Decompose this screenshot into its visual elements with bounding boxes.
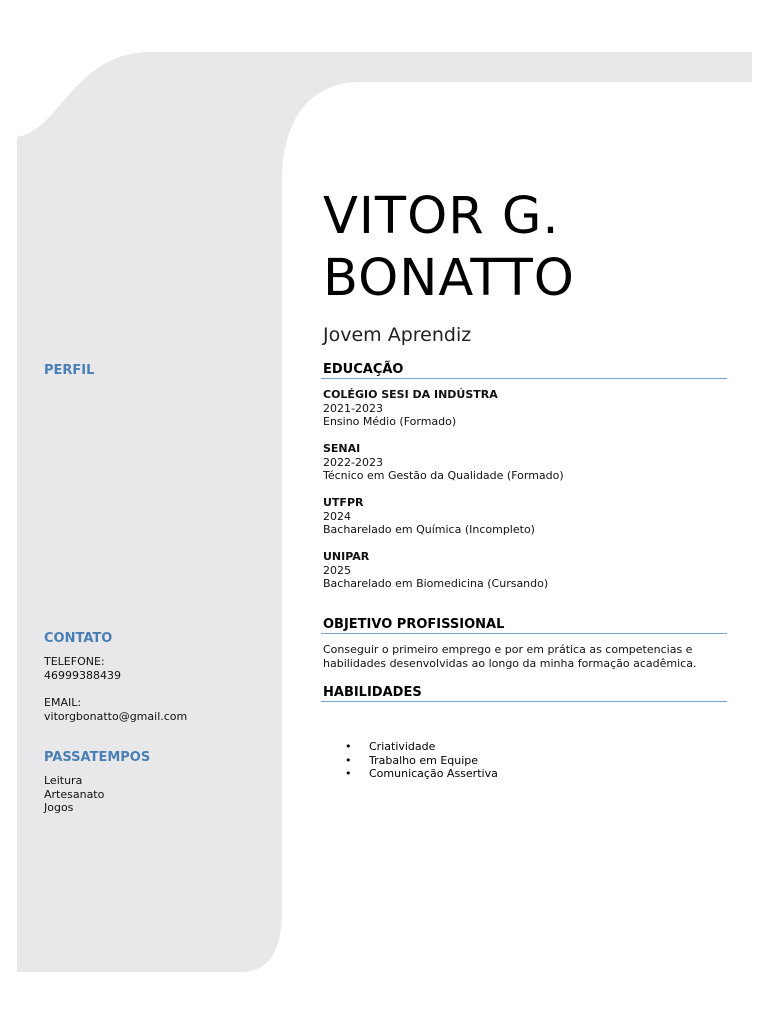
skill-item: • Trabalho em Equipe [323, 754, 498, 768]
name-line-2: BONATTO [323, 249, 575, 308]
hobby-item: Leitura [44, 774, 83, 787]
profile-heading: PERFIL [44, 363, 95, 378]
education-heading: EDUCAÇÃO [321, 362, 727, 379]
contact-heading: CONTATO [44, 631, 113, 646]
hobby-item: Jogos [44, 801, 74, 814]
candidate-name [323, 186, 575, 310]
objective-heading: OBJETIVO PROFISSIONAL [321, 617, 727, 634]
skill-item: • Comunicação Assertiva [323, 767, 498, 781]
education-years: 2022-2023 [323, 455, 383, 469]
objective-text: Conseguir o primeiro emprego e por em prática as competencias e habilidades desenvolvidas ao longo da minha formação acadêmica. [323, 643, 697, 670]
education-institution: UTFPR [323, 496, 364, 509]
education-item [323, 442, 564, 483]
hobbies-list [44, 774, 104, 815]
education-years: 2025 [323, 563, 351, 577]
skill-item: • Criatividade [323, 740, 498, 754]
education-course: Ensino Médio (Formado) [323, 415, 457, 428]
education-years: 2021-2023 [323, 401, 383, 415]
hobby-item: Artesanato [44, 787, 105, 801]
skills-heading: HABILIDADES [321, 685, 727, 702]
education-course: Bacharelado em Química (Incompleto) [323, 523, 535, 536]
education-item [323, 388, 498, 429]
email-value: vitorgbonatto@gmail.com [44, 709, 188, 723]
email-block [44, 696, 187, 723]
education-course: Bacharelado em Biomedicina (Cursando) [323, 577, 549, 590]
job-title: Jovem Aprendiz [323, 324, 472, 346]
phone-block [44, 655, 121, 682]
education-item [323, 550, 548, 591]
email-label: EMAIL: [44, 696, 82, 709]
education-institution: SENAI [323, 442, 361, 455]
skills-list [323, 740, 498, 781]
education-years: 2024 [323, 509, 351, 523]
education-institution: COLÉGIO SESI DA INDÚSTRA [323, 388, 498, 401]
phone-label: TELEFONE: [44, 655, 105, 668]
education-course: Técnico em Gestão da Qualidade (Formado) [323, 469, 564, 482]
hobbies-heading: PASSATEMPOS [44, 750, 151, 765]
education-item [323, 496, 535, 537]
phone-value: 46999388439 [44, 668, 121, 682]
name-line-1: VITOR G. [323, 187, 560, 246]
education-institution: UNIPAR [323, 550, 370, 563]
